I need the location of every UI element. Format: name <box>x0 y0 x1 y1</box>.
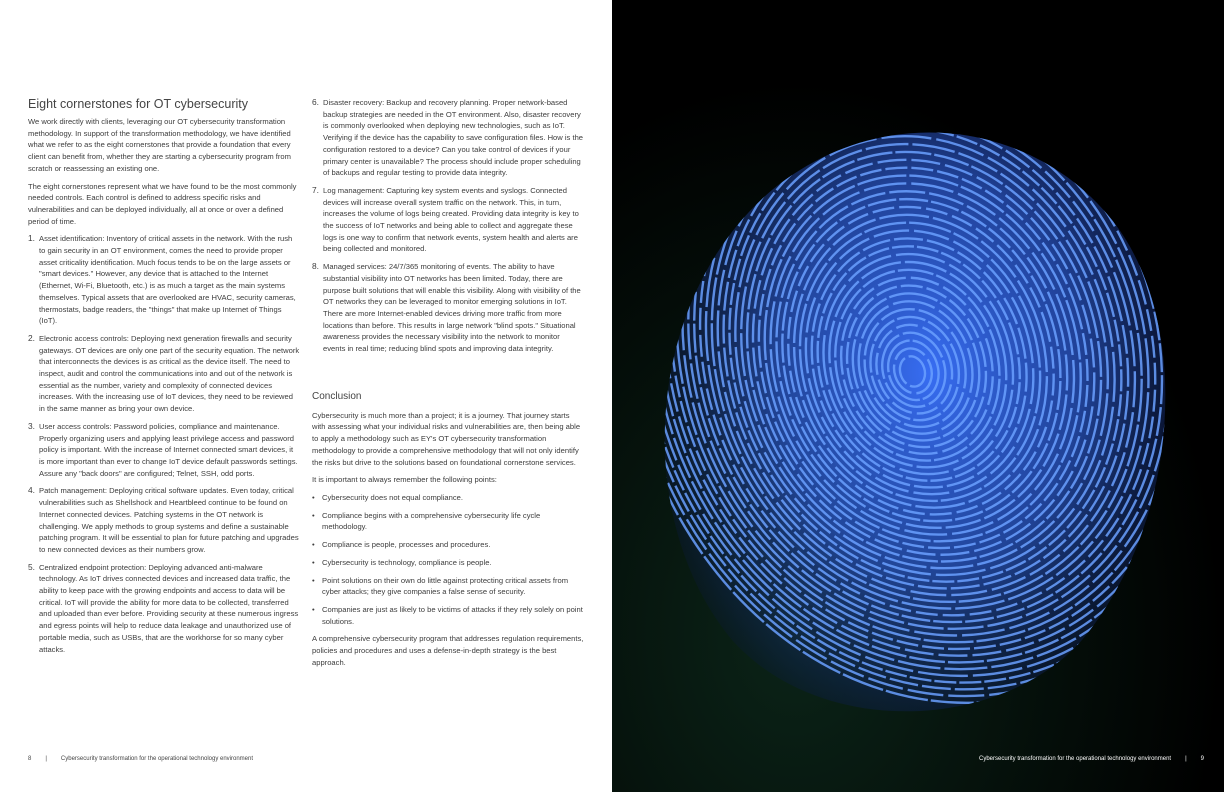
cornerstone-list-6-8 <box>312 97 584 355</box>
list-item <box>312 575 584 598</box>
item-number: 4. <box>28 485 35 496</box>
list-item <box>312 604 584 627</box>
list-item <box>28 485 300 555</box>
footer-title: Cybersecurity transformation for the operational technology environment <box>60 756 254 762</box>
bullet-text: Compliance begins with a comprehensive cybersecurity life cycle methodology. <box>322 510 541 532</box>
bullet-icon: • <box>312 540 315 550</box>
item-number: 5. <box>28 561 35 572</box>
bullet-text: Compliance is people, processes and procedures. <box>322 540 491 550</box>
item-text: Managed services: 24/7/365 monitoring of events. The ability to have substantial visibility into OT networks has been limited. Today, there are purpose built solutions that will enable this visibility. Along with visibility of the OT networks they can be leveraged to monitor emerging solutions in IoT. There are more Internet-enabled devices driving more traffic from more locations than before. This results in large network "blind spots." Situational awareness provides the necessary visibility into the network to monitor events in real time; reducing blind spots and improving data integrity. <box>323 262 581 354</box>
bullet-icon: • <box>312 575 315 585</box>
item-text: Centralized endpoint protection: Deploying advanced anti-malware technology. As IoT drives connected devices and increased data traffic, the ability to keep pace with the growing endpoints and access to data will be critical. IoT will provide the ability for more data to be collected, transferred and uploaded than ever before. Providing security at these numerous ingress and egress points will help to reduce data leakage and unauthorized use of portable media, such as USBs, that are the workhorse for so many cyber attacks. <box>39 562 299 654</box>
fingerprint-image <box>612 0 1224 792</box>
left-footer <box>28 756 253 762</box>
list-item <box>312 97 584 179</box>
right-footer <box>979 756 1204 762</box>
list-item <box>312 539 584 551</box>
item-number: 7. <box>312 184 319 195</box>
key-points-list <box>312 492 584 627</box>
list-item <box>312 492 584 504</box>
item-text: Asset identification: Inventory of critical assets in the network. With the rush to gain security in an OT environment, comes the need to provide proper asset criticality identification. Much focus tends to be on the large assets or "smart devices." However, any device that is attached to the Internet (Ethernet, Wi-Fi, Bluetooth, etc.) is as much a target as the main systems themselves. Typical assets that are overlooked are HVAC, security cameras, thermostats, badge readers, the "things" that make up Internet of Things (IoT). <box>39 234 296 326</box>
right-page <box>612 0 1224 792</box>
intro-paragraph-2: The eight cornerstones represent what we have found to be the most commonly needed controls. Each control is defined to address specific risks and vulnerabilities and can be deployed individually, all at once or over a defined period of time. <box>28 181 297 226</box>
spacer <box>312 361 584 389</box>
conclusion-paragraph-2: It is important to always remember the following points: <box>312 475 497 485</box>
bullet-icon: • <box>312 604 315 614</box>
conclusion-paragraph-1: Cybersecurity is much more than a project; it is a journey. That journey starts with assessing what your individual risks and vulnerabilities are, then being able to apply a methodology such as EY's OT cybersecurity transformation methodology to provide a comprehensive methodology that will not only identify the risks but drive to the solutions based on foundational cornerstone services. <box>312 410 581 467</box>
page-number: 8 <box>28 756 32 762</box>
bullet-icon: • <box>312 510 315 520</box>
item-text: Electronic access controls: Deploying next generation firewalls and security gateways. OT devices are only one part of the security equation. The network that interconnects the devices is as critical as the device itself. The need to inspect, audit and control the communications into and out of the network is essential as the number, variety and complexity of connected devices increases. With the increasing use of IoT devices, they need to be reviewed in the same manner as bring your own device. <box>39 333 300 414</box>
list-item <box>28 333 300 415</box>
middle-column <box>312 97 584 674</box>
bullet-text: Cybersecurity does not equal compliance. <box>322 492 463 502</box>
left-column <box>28 96 300 661</box>
item-number: 3. <box>28 420 35 431</box>
footer-separator: | <box>45 756 47 762</box>
item-number: 1. <box>28 233 35 244</box>
list-item <box>312 261 584 355</box>
item-text: Disaster recovery: Backup and recovery planning. Proper network-based backup strategies are needed in the OT environment. Also, disaster recovery is commonly overlooked when deploying new technologies, such as IoT. Verifying if the device has the capability to save configuration files. How is the configuration restored to a device? Can you take control of devices if your primary center is unavailable? The process should include proper scheduling of backups and regular testing to provide data integrity. <box>323 98 584 178</box>
bullet-icon: • <box>312 557 315 567</box>
bullet-text: Companies are just as likely to be victims of attacks if they rely solely on point solutions. <box>322 604 583 626</box>
section-heading: Eight cornerstones for OT cybersecurity <box>28 97 248 111</box>
conclusion-paragraph-3: A comprehensive cybersecurity program that addresses regulation requirements, policies and procedures and uses a defense-in-depth strategy is the best approach. <box>312 634 584 667</box>
list-item <box>312 510 584 533</box>
bullet-text: Cybersecurity is technology, compliance is people. <box>322 557 492 567</box>
list-item <box>28 421 300 480</box>
list-item <box>312 557 584 569</box>
item-text: Patch management: Deploying critical software updates. Even today, critical vulnerabilities such as Shellshock and Heartbleed continue to be found on Internet connected devices. Patching systems in the OT network is challenging. We apply methods to group systems and define a sustainable patching program. It will be essential to plan for future patching and upgrades to new connected devices as their numbers grow. <box>39 486 299 554</box>
list-item <box>312 185 584 255</box>
item-text: Log management: Capturing key system events and syslogs. Connected devices will increase overall system traffic on the network. This, in turn, increases the volume of logs being created. Providing data integrity is key to the success of IoT networks and being able to collect and aggregate these logs is one way to confirm that network events, system health and alerts are being collected and monitored. <box>323 185 579 254</box>
item-number: 6. <box>312 97 319 107</box>
bullet-icon: • <box>312 492 315 502</box>
bullet-text: Point solutions on their own do little against protecting critical assets from cyber attacks; they give companies a false sense of security. <box>322 575 569 597</box>
cornerstone-list-1-5 <box>28 233 300 655</box>
footer-separator: | <box>1185 756 1187 762</box>
item-number: 8. <box>312 261 319 272</box>
conclusion-heading: Conclusion <box>312 390 362 402</box>
list-item <box>28 562 300 656</box>
list-item <box>28 233 300 327</box>
page-number: 9 <box>1200 756 1204 762</box>
item-text: User access controls: Password policies, compliance and maintenance. Properly organizing users and applying least privilege access and password policy is important. With the increase of Internet connected smart devices, it is more important than ever to change IoT device default passwords settings. Assure any "back doors" are configured; Telnet, SSH, odd ports. <box>39 421 298 478</box>
intro-paragraph-1: We work directly with clients, leveraging our OT cybersecurity transformation methodology. In support of the transformation methodology, we have identified what we refer to as the eight cornerstones that provide a foundation that every client can benefit from, whether they are starting a cybersecurity program from scratch or reassessing an existing one. <box>28 117 291 173</box>
item-number: 2. <box>28 332 35 343</box>
footer-title: Cybersecurity transformation for the operational technology environment <box>978 756 1172 762</box>
